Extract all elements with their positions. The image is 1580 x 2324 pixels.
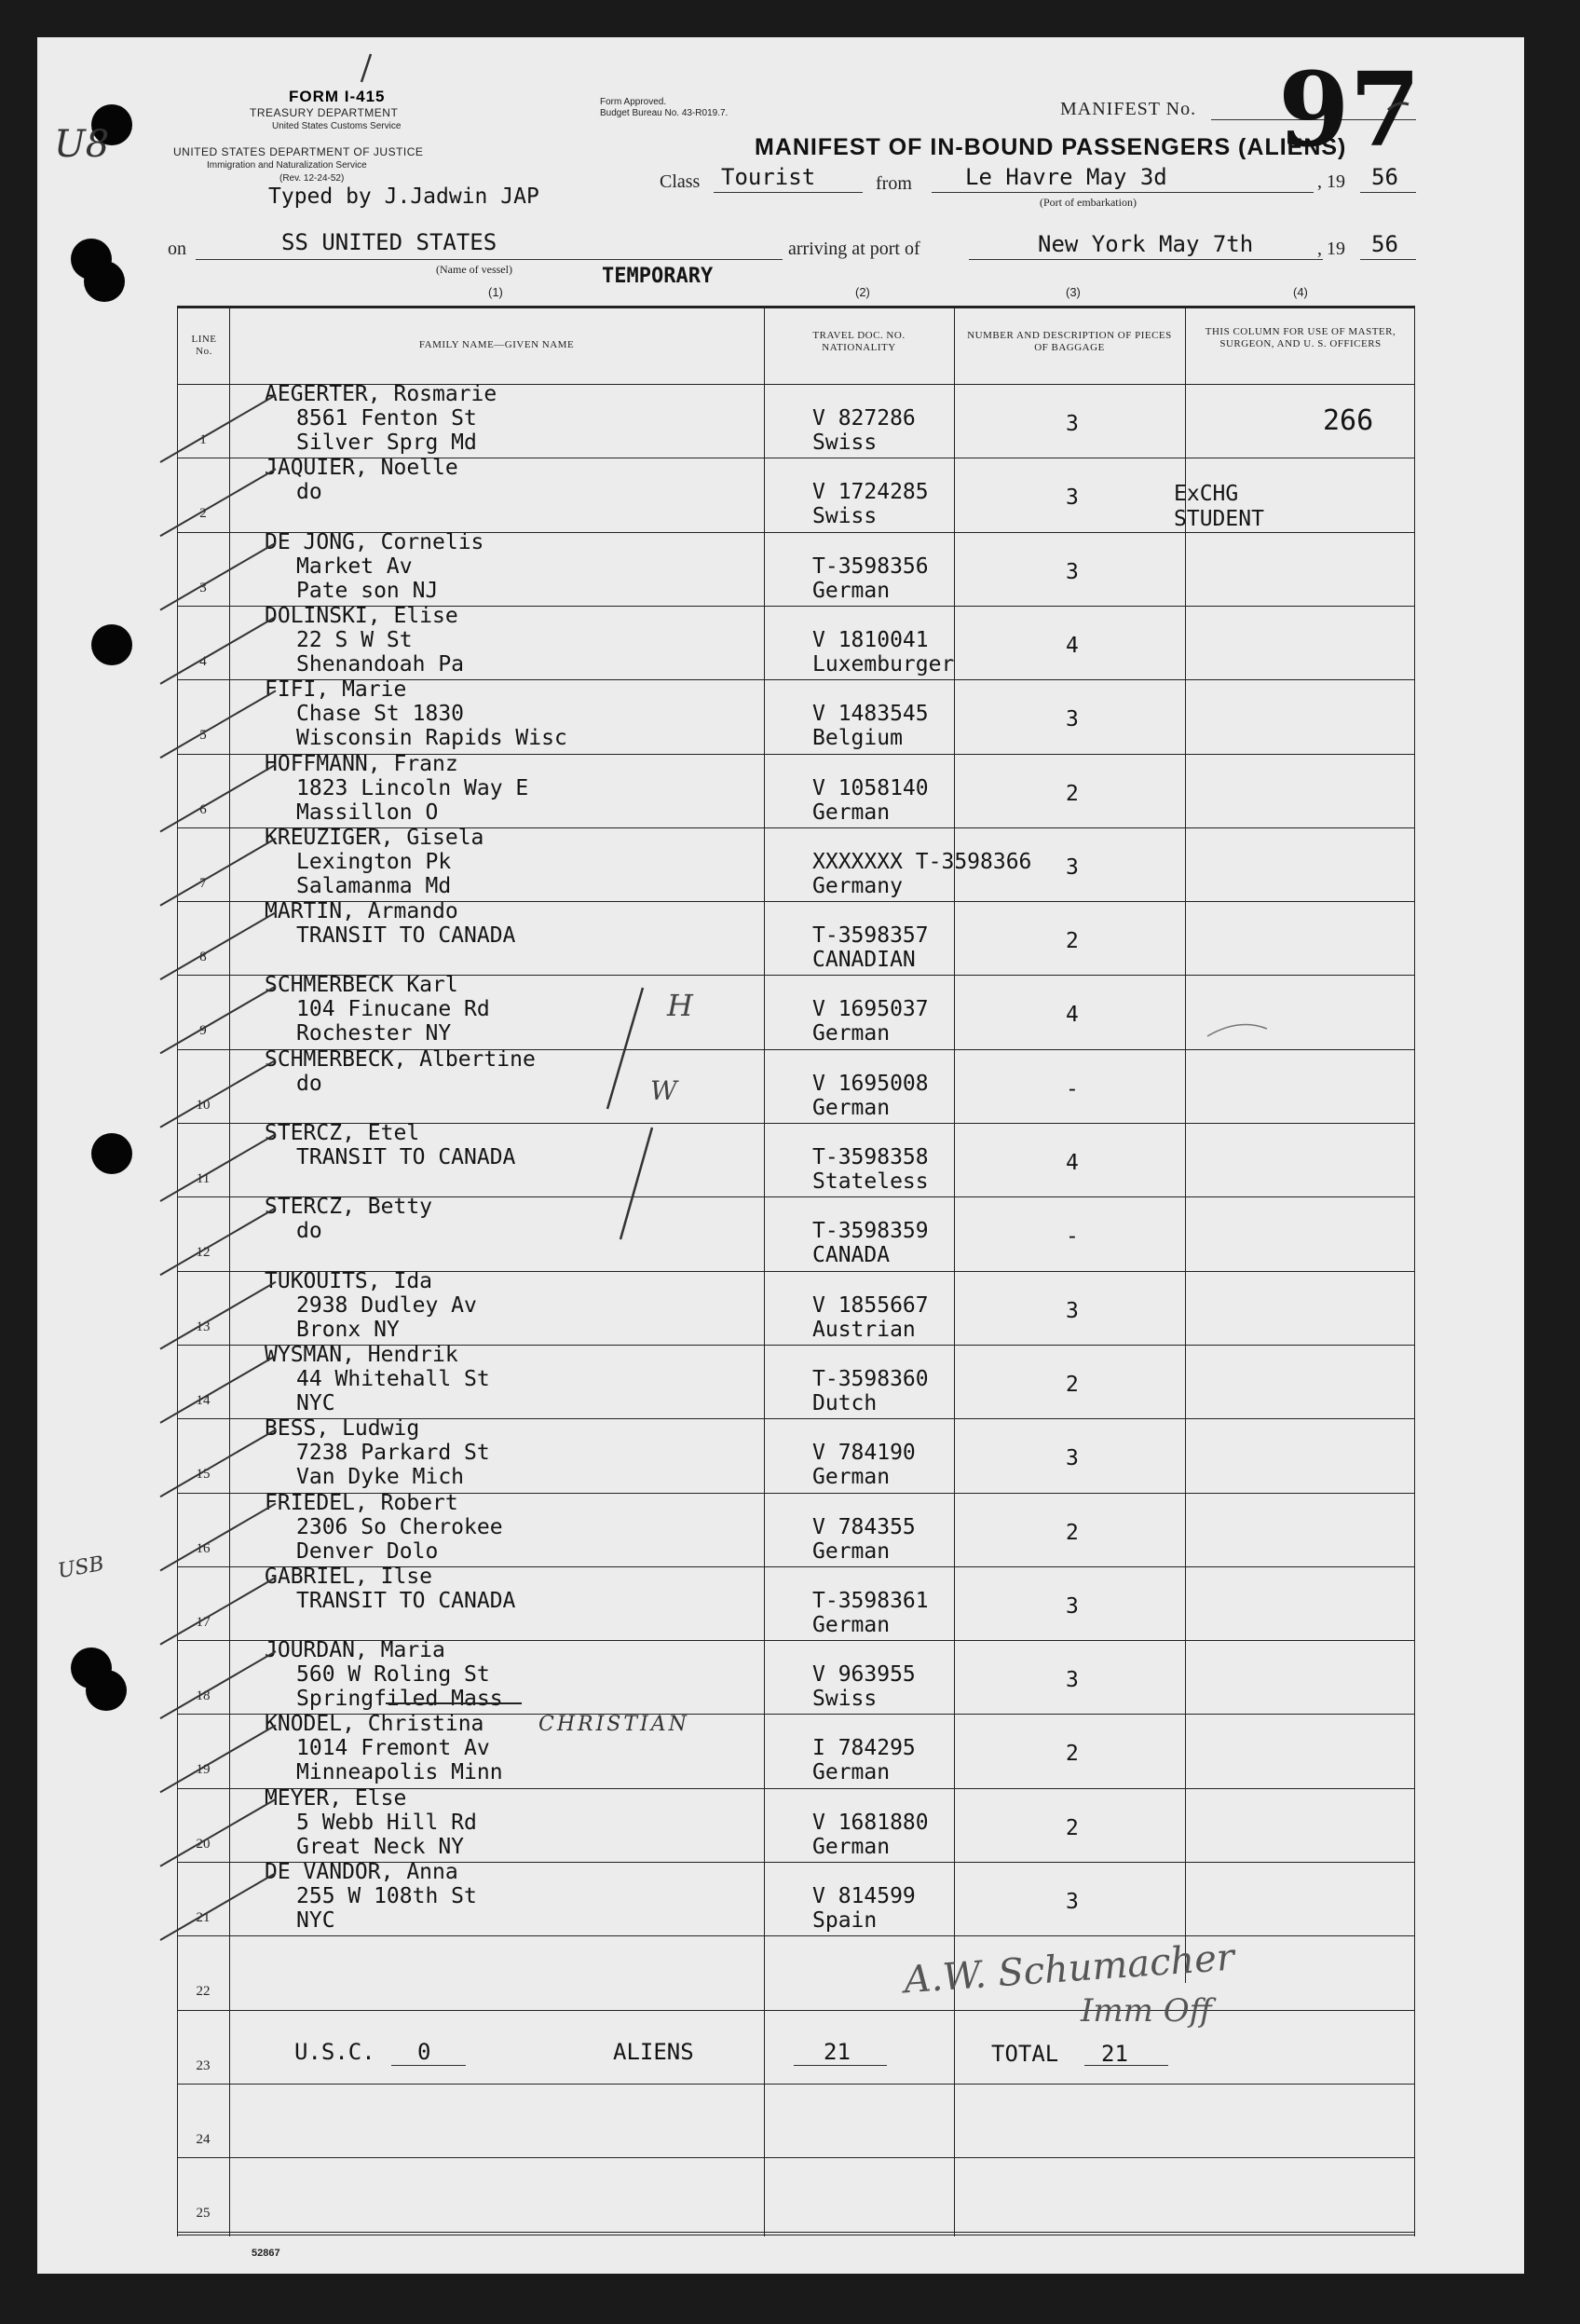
line-number: 4 — [199, 653, 207, 669]
passenger-address-1: 7238 Parkard St — [296, 1441, 490, 1466]
manifest-number: 97 — [1278, 49, 1422, 170]
travel-doc-number: T-3598358 — [812, 1145, 929, 1169]
nationality: German — [812, 1538, 891, 1564]
travel-doc-number: XXXXXXX T-3598366 — [812, 849, 1032, 874]
passenger-address-1: 44 Whitehall St — [296, 1366, 490, 1391]
check-mark — [160, 1134, 276, 1201]
margin-note: U8 — [54, 123, 110, 166]
passenger-address-1: Chase St 1830 — [296, 702, 465, 727]
typed-by: Typed by J.Jadwin JAP — [268, 185, 539, 209]
passenger-address-2: Shenandoah Pa — [296, 651, 465, 677]
passenger-address-1: 22 S W St — [296, 627, 413, 652]
check-mark — [160, 1799, 276, 1866]
form-revision: (Rev. 12-24-52) — [279, 173, 345, 184]
passenger-name: STERCZ, Etel — [265, 1121, 420, 1145]
check-mark — [160, 1651, 276, 1718]
passenger-name: TUKOUITS, Ida — [265, 1268, 433, 1293]
check-mark — [160, 986, 276, 1053]
passenger-name: FRIEDEL, Robert — [265, 1490, 458, 1515]
travel-doc-number: V 814599 — [812, 1884, 916, 1908]
travel-doc-number: I 784295 — [812, 1736, 916, 1761]
passenger-address-2: Rochester NY — [296, 1021, 452, 1046]
check-mark — [160, 469, 276, 536]
line-number: 23 — [196, 2057, 211, 2073]
travel-doc-number: V 1483545 — [812, 702, 929, 727]
nationality: German — [812, 1465, 891, 1490]
budget-bureau: Budget Bureau No. 43-R019.7. — [600, 108, 729, 118]
passenger-name: DE JONG, Cornelis — [265, 529, 484, 554]
check-mark — [160, 1060, 276, 1128]
check-mark — [160, 1208, 276, 1275]
arrival-port: New York May 7th — [1038, 231, 1254, 257]
manifest-title: MANIFEST OF IN-BOUND PASSENGERS (ALIENS) — [755, 134, 1347, 160]
line-number: 12 — [196, 1245, 211, 1261]
from-year-prefix: , 19 — [1317, 171, 1345, 192]
dept-ins: Immigration and Naturalization Service — [207, 160, 367, 171]
col-num-2: (2) — [855, 285, 870, 299]
check-mark — [160, 1282, 276, 1349]
vessel-name: SS UNITED STATES — [281, 229, 497, 255]
line-number: 7 — [199, 875, 207, 891]
mark-husband: H — [667, 988, 693, 1023]
form-code: 52867 — [252, 2248, 280, 2259]
baggage-count: 3 — [1066, 1890, 1079, 1914]
passenger-name: MARTIN, Armando — [265, 899, 458, 924]
passenger-address-1: Lexington Pk — [296, 849, 452, 874]
class-value: Tourist — [721, 164, 816, 190]
nationality: German — [812, 1021, 891, 1046]
line-number: 6 — [199, 801, 207, 817]
passenger-address-1: 2938 Dudley Av — [296, 1292, 477, 1318]
port-embarkation-label: (Port of embarkation) — [1040, 196, 1137, 209]
travel-doc-number: V 1724285 — [812, 480, 929, 505]
total-value: 21 — [1101, 2041, 1128, 2067]
line-number: 14 — [196, 1392, 211, 1408]
check-mark — [160, 1429, 276, 1497]
usc-value: 0 — [417, 2039, 431, 2065]
baggage-count: 3 — [1066, 412, 1079, 436]
line-number: 20 — [196, 1836, 211, 1852]
temporary-stamp: TEMPORARY — [602, 265, 714, 288]
check-mark — [160, 765, 276, 832]
travel-doc-number: V 1855667 — [812, 1292, 929, 1318]
passenger-address-2: Van Dyke Mich — [296, 1465, 465, 1490]
baggage-count: 3 — [1066, 559, 1079, 584]
line-number: 18 — [196, 1688, 211, 1704]
travel-doc-number: T-3598359 — [812, 1219, 929, 1244]
baggage-count: 3 — [1066, 707, 1079, 732]
nationality: Germany — [812, 873, 903, 898]
nationality: Stateless — [812, 1169, 929, 1194]
travel-doc-number: T-3598356 — [812, 554, 929, 579]
header-name: FAMILY NAME—GIVEN NAME — [418, 339, 575, 350]
travel-doc-number: T-3598360 — [812, 1366, 929, 1391]
baggage-count: 2 — [1066, 929, 1079, 954]
nationality: Dutch — [812, 1390, 878, 1415]
passenger-name: JOURDAN, Maria — [265, 1638, 445, 1663]
nationality: German — [812, 578, 891, 603]
passenger-address-2: Massillon O — [296, 800, 439, 825]
col-num-1: (1) — [488, 285, 503, 299]
check-mark — [160, 1356, 276, 1423]
check-mark — [160, 1578, 276, 1645]
line-number: 25 — [196, 2206, 211, 2221]
passenger-name: SCHMERBECK Karl — [265, 973, 458, 998]
passenger-name: SCHMERBECK, Albertine — [265, 1046, 536, 1072]
check-mark — [160, 839, 276, 906]
passenger-address-2: NYC — [296, 1908, 335, 1933]
passenger-name: MEYER, Else — [265, 1785, 407, 1811]
line-number: 5 — [199, 728, 207, 744]
travel-doc-number: T-3598361 — [812, 1588, 929, 1613]
passenger-address-2: Denver Dolo — [296, 1538, 439, 1564]
arrive-year: 56 — [1371, 231, 1398, 257]
header-line-no: LINE No. — [191, 334, 217, 357]
passenger-address-1: 1014 Fremont Av — [296, 1736, 490, 1761]
baggage-count: 2 — [1066, 1520, 1079, 1545]
vessel-name-label: (Name of vessel) — [436, 263, 512, 276]
check-mark — [160, 912, 276, 979]
passenger-name: FIFI, Marie — [265, 677, 407, 703]
arriving-label: arriving at port of — [788, 239, 920, 259]
passenger-address-1: 8561 Fenton St — [296, 406, 477, 431]
travel-doc-number: V 1681880 — [812, 1810, 929, 1835]
passenger-address-1: do — [296, 480, 322, 505]
nationality: Swiss — [812, 431, 878, 455]
passenger-address-2: Silver Sprg Md — [296, 431, 477, 455]
travel-doc-number: V 1695037 — [812, 997, 929, 1022]
check-mark — [160, 1725, 276, 1792]
col-num-4: (4) — [1293, 285, 1308, 299]
header-travel-doc: TRAVEL DOC. NO. NATIONALITY — [812, 330, 906, 353]
baggage-count: - — [1066, 1076, 1079, 1101]
line-number: 8 — [199, 950, 207, 965]
nationality: German — [812, 1095, 891, 1120]
form-approved: Form Approved. — [600, 97, 667, 107]
baggage-count: 2 — [1066, 781, 1079, 806]
baggage-count: 3 — [1066, 1668, 1079, 1693]
passenger-address-2: Springfiled Mass — [296, 1687, 503, 1712]
passenger-name: HOFFMANN, Franz — [265, 751, 458, 776]
mark-wife: W — [650, 1075, 677, 1106]
passenger-name: STERCZ, Betty — [265, 1195, 433, 1220]
total-label: TOTAL — [991, 2041, 1059, 2067]
baggage-count: 2 — [1066, 1815, 1079, 1840]
line-number: 15 — [196, 1467, 211, 1483]
aliens-value: 21 — [824, 2039, 851, 2065]
passenger-address-1: 560 W Roling St — [296, 1662, 490, 1688]
passenger-address-1: do — [296, 1071, 322, 1096]
on-label: on — [168, 239, 186, 259]
passenger-address-2: Salamanma Md — [296, 873, 452, 898]
from-year: 56 — [1371, 164, 1398, 190]
check-mark — [160, 1504, 276, 1571]
travel-doc-number: V 784355 — [812, 1514, 916, 1539]
nationality: CANADA — [812, 1243, 891, 1268]
passenger-address-2: Pate son NJ — [296, 578, 439, 603]
passenger-name: KNODEL, Christina — [265, 1712, 484, 1737]
nationality: Swiss — [812, 504, 878, 529]
nationality: Austrian — [812, 1317, 916, 1342]
nationality: Belgium — [812, 726, 903, 751]
line-number: 21 — [196, 1910, 211, 1925]
travel-doc-number: V 1695008 — [812, 1071, 929, 1096]
passenger-name: JAQUIER, Noelle — [265, 456, 458, 481]
line-number: 17 — [196, 1614, 211, 1630]
baggage-count: 2 — [1066, 1742, 1079, 1767]
baggage-count: 2 — [1066, 1372, 1079, 1397]
passenger-name: WYSMAN, Hendrik — [265, 1342, 458, 1367]
line-number: 11 — [196, 1171, 211, 1186]
passenger-name: DE VANDOR, Anna — [265, 1860, 458, 1884]
from-label: from — [876, 173, 912, 194]
officer-signature: A.W. Schumacher — [902, 1935, 1236, 2003]
baggage-count: - — [1066, 1224, 1079, 1250]
line-number: 22 — [196, 1984, 211, 2000]
aliens-label: ALIENS — [613, 2039, 694, 2065]
arrive-year-prefix: , 19 — [1317, 239, 1345, 259]
dept-justice: UNITED STATES DEPARTMENT OF JUSTICE — [173, 145, 424, 158]
check-mark — [160, 1873, 276, 1940]
line-number: 10 — [196, 1097, 211, 1113]
passenger-name: DOLINSKI, Elise — [265, 603, 458, 628]
nationality: CANADIAN — [812, 948, 916, 973]
officer-note: 266 — [1323, 404, 1374, 437]
baggage-count: 4 — [1066, 1151, 1079, 1175]
usc-label: U.S.C. — [294, 2039, 375, 2065]
passenger-name: AEGERTER, Rosmarie — [265, 382, 497, 406]
nationality: Luxemburger — [812, 651, 955, 677]
header-baggage: NUMBER AND DESCRIPTION OF PIECES OF BAGGAGE — [967, 330, 1172, 353]
nationality: German — [812, 1834, 891, 1859]
travel-doc-number: T-3598357 — [812, 923, 929, 949]
dept-customs: United States Customs Service — [272, 121, 402, 131]
check-mark — [160, 617, 276, 684]
baggage-count: 3 — [1066, 1593, 1079, 1619]
line-number: 13 — [196, 1319, 211, 1334]
nationality: German — [812, 1760, 891, 1785]
passenger-name: BESS, Ludwig — [265, 1416, 420, 1442]
passenger-address-2: Minneapolis Minn — [296, 1760, 503, 1785]
travel-doc-number: V 784190 — [812, 1441, 916, 1466]
handwritten-christian: CHRISTIAN — [538, 1713, 689, 1736]
nationality: Swiss — [812, 1687, 878, 1712]
baggage-count: 3 — [1066, 1298, 1079, 1323]
passenger-address-1: TRANSIT TO CANADA — [296, 923, 516, 949]
passenger-address-1: TRANSIT TO CANADA — [296, 1588, 516, 1613]
passenger-address-1: 1823 Lincoln Way E — [296, 775, 529, 800]
passenger-address-1: 104 Finucane Rd — [296, 997, 490, 1022]
officer-note: ExCHG STUDENT — [1174, 482, 1264, 532]
passenger-name: KREUZIGER, Gisela — [265, 825, 484, 850]
travel-doc-number: V 1058140 — [812, 775, 929, 800]
baggage-count: 3 — [1066, 1446, 1079, 1471]
col-num-3: (3) — [1066, 285, 1081, 299]
line-number: 1 — [199, 432, 207, 447]
baggage-count: 4 — [1066, 1003, 1079, 1028]
line-number: 19 — [196, 1762, 211, 1778]
passenger-address-1: do — [296, 1219, 322, 1244]
margin-note-2: USB — [56, 1552, 106, 1584]
class-label: Class — [660, 171, 701, 192]
passenger-address-1: 2306 So Cherokee — [296, 1514, 503, 1539]
passenger-address-2: Wisconsin Rapids Wisc — [296, 726, 567, 751]
line-number: 24 — [196, 2131, 211, 2147]
nationality: Spain — [812, 1908, 878, 1933]
embark-port: Le Havre May 3d — [965, 164, 1167, 190]
header-officers: THIS COLUMN FOR USE OF MASTER, SURGEON, AND U. S. OFFICERS — [1205, 326, 1396, 349]
line-number: 2 — [199, 506, 207, 522]
travel-doc-number: V 827286 — [812, 406, 916, 431]
baggage-count: 3 — [1066, 854, 1079, 880]
manifest-no-label: MANIFEST No. — [1060, 99, 1197, 119]
passenger-address-1: 255 W 108th St — [296, 1884, 477, 1908]
passenger-address-2: Great Neck NY — [296, 1834, 465, 1859]
line-number: 9 — [199, 1023, 207, 1039]
nationality: German — [812, 1612, 891, 1637]
nationality: German — [812, 800, 891, 825]
dept-treasury: TREASURY DEPARTMENT — [250, 106, 399, 119]
baggage-count: 3 — [1066, 485, 1079, 511]
baggage-count: 4 — [1066, 633, 1079, 658]
passenger-address-1: Market Av — [296, 554, 413, 579]
passenger-address-2: Bronx NY — [296, 1317, 400, 1342]
check-mark — [160, 690, 276, 758]
line-number: 16 — [196, 1540, 211, 1556]
line-number: 3 — [199, 580, 207, 595]
passenger-name: GABRIEL, Ilse — [265, 1564, 433, 1589]
form-number: FORM I-415 — [289, 88, 386, 105]
travel-doc-number: V 1810041 — [812, 627, 929, 652]
passenger-address-2: NYC — [296, 1390, 335, 1415]
travel-doc-number: V 963955 — [812, 1662, 916, 1688]
passenger-address-1: TRANSIT TO CANADA — [296, 1145, 516, 1169]
passenger-address-1: 5 Webb Hill Rd — [296, 1810, 477, 1835]
check-mark — [160, 543, 276, 610]
officer-title: Imm Off — [1081, 1992, 1212, 2030]
check-mark — [160, 395, 276, 462]
